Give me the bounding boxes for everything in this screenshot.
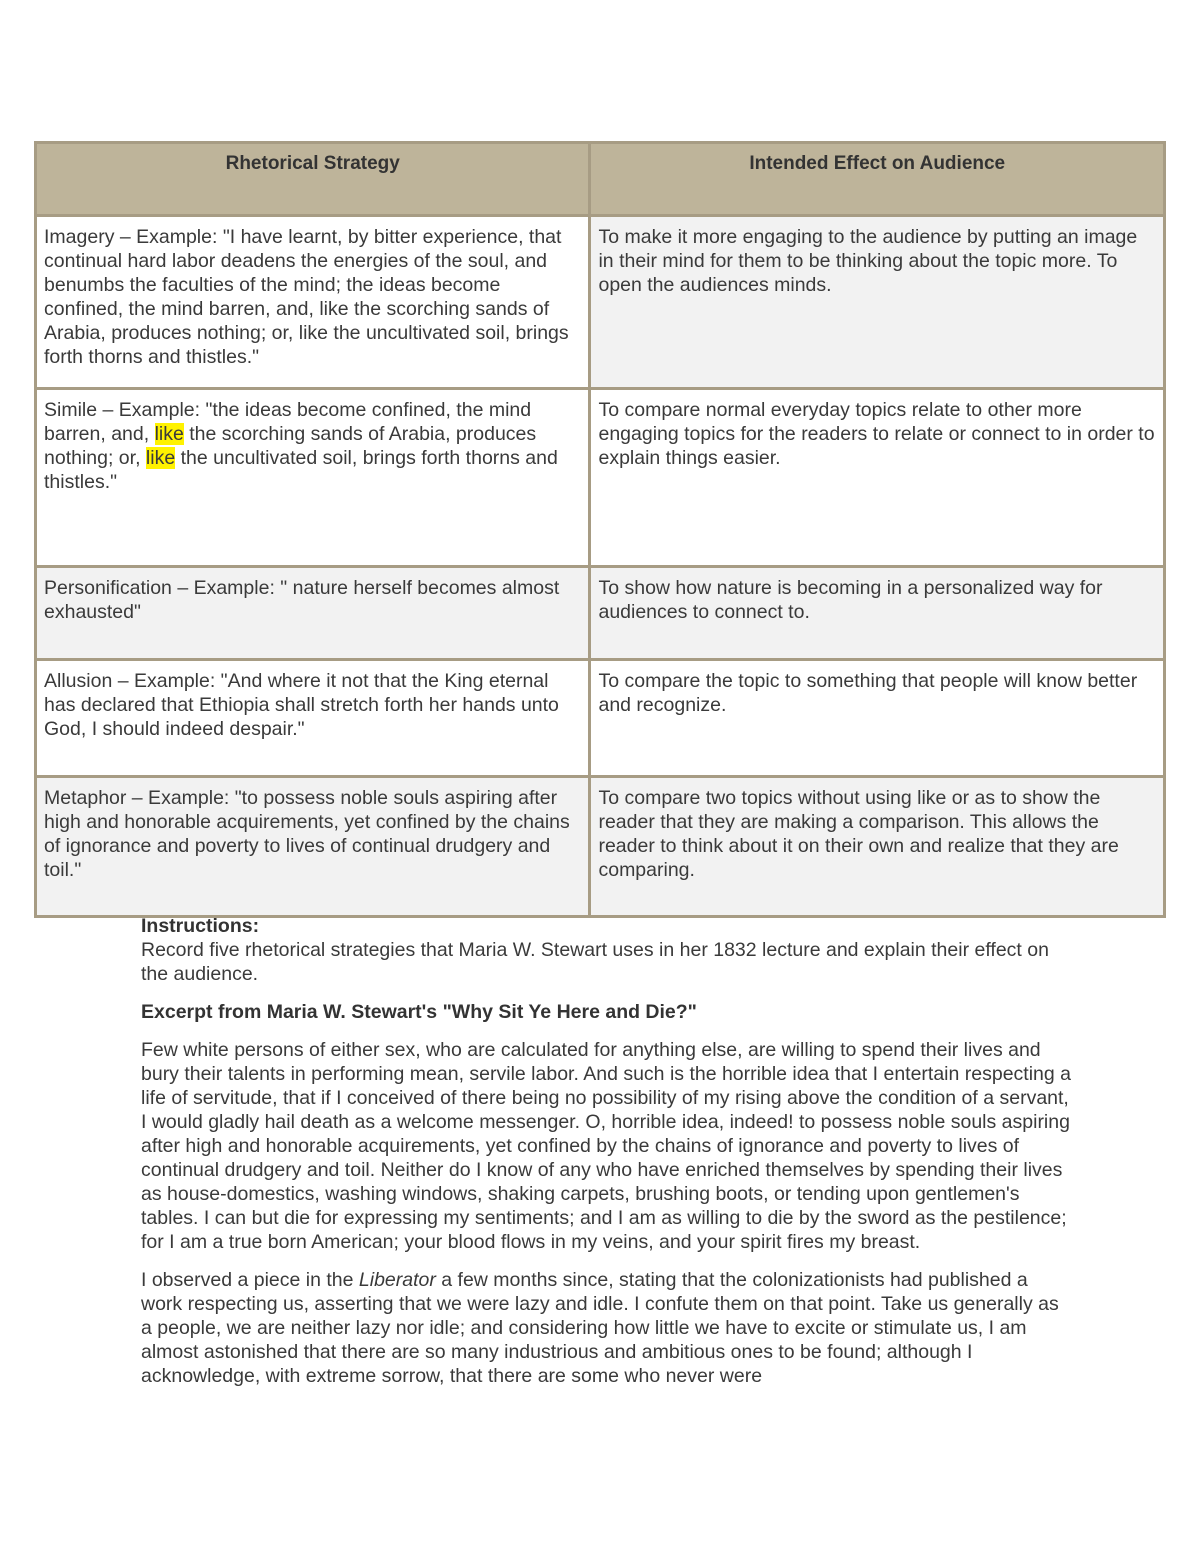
strategy-cell-personification: Personification – Example: " nature herself becomes almost exhausted" [36,567,590,660]
table-row [36,567,1165,660]
header-rhetorical-strategy: Rhetorical Strategy [36,143,590,216]
rhetorical-strategy-table [34,141,1166,918]
excerpt-paragraph-1: Few white persons of either sex, who are calculated for anything else, are willing to spend their lives and bury their talents in performing mean, servile labor. And such is the horrible idea that I entertain respecting a life of servitude, that if I conceived of there being no possibility of my rising above the condition of a servant, I would gladly hail death as a welcome messenger. O, horrible idea, indeed! to possess noble souls aspiring after high and honorable acquirements, yet confined by the chains of ignorance and poverty to lives of continual drudgery and toil. Neither do I know of any who have enriched themselves by spending their lives as house-domestics, washing windows, shaking carpets, brushing boots, or tending upon gentlemen's tables. I can but die for expressing my sentiments; and I am as willing to die by the sword as the pestilence; for I am a true born American; your blood flows in my veins, and your spirit fires my breast. [141,1039,1072,1253]
strategy-cell-simile [36,389,590,567]
simile-text-part: the scorching sands of Arabia, produces nothing; or, [44,423,537,469]
table-row [36,660,1165,777]
instructions-label: Instructions: [141,915,260,937]
liberator-title: Liberator [358,1269,436,1291]
highlighted-word-like: like [154,423,184,445]
paragraph-2-text: I observed a piece in the [141,1269,359,1291]
highlighted-word-like: like [145,447,176,469]
effect-cell-personification: To show how nature is becoming in a personalized way for audiences to connect to. [590,567,1165,660]
table-row [36,389,1165,567]
document-body [141,914,1071,1402]
effect-cell-imagery: To make it more engaging to the audience by putting an image in their mind for them to be thinking about the topic more. To open the audiences minds. [590,216,1165,389]
header-intended-effect: Intended Effect on Audience [590,143,1165,216]
strategy-cell-metaphor: Metaphor – Example: "to possess noble souls aspiring after high and honorable acquirements, yet confined by the chains of ignorance and poverty to lives of continual drudgery and toil." [36,777,590,917]
paragraph-2-text: a few months since, stating that the colonizationists had published a work respecting us, asserting that we were lazy and idle. I confute them on that point. Take us generally as a people, we are neither lazy nor idle; and considering how little we have to excite or stimulate us, I am almost astonished that there are so many industrious and ambitious ones to be found; although I acknowledge, with extreme sorrow, that there are some who never were [141,1269,1059,1387]
strategy-cell-imagery: Imagery – Example: "I have learnt, by bitter experience, that continual hard labor deadens the energies of the soul, and benumbs the faculties of the mind; the ideas become confined, the mind barren, and, like the scorching sands of Arabia, produces nothing; or, like the uncultivated soil, brings forth thorns and thistles." [36,216,590,389]
excerpt-title: Excerpt from Maria W. Stewart's "Why Sit Ye Here and Die?" [141,1001,697,1023]
instructions-text: Record five rhetorical strategies that Maria W. Stewart uses in her 1832 lecture and explain their effect on the audience. [141,939,1049,985]
simile-text-part: Simile – Example: "the ideas become confined, the mind barren, and, [44,399,532,445]
strategy-cell-allusion: Allusion – Example: "And where it not that the King eternal has declared that Ethiopia shall stretch forth her hands unto God, I should indeed despair." [36,660,590,777]
table-row [36,216,1165,389]
excerpt-paragraph-2 [141,1268,1071,1388]
effect-cell-allusion: To compare the topic to something that people will know better and recognize. [590,660,1165,777]
simile-text-part: the uncultivated soil, brings forth thorns and thistles." [44,447,558,493]
effect-cell-metaphor: To compare two topics without using like or as to show the reader that they are making a comparison. This allows the reader to think about it on their own and realize that they are comparing. [590,777,1165,917]
table-row [36,777,1165,917]
table-header-row [36,143,1165,216]
effect-cell-simile: To compare normal everyday topics relate to other more engaging topics for the readers to relate or connect to in order to explain things easier. [590,389,1165,567]
